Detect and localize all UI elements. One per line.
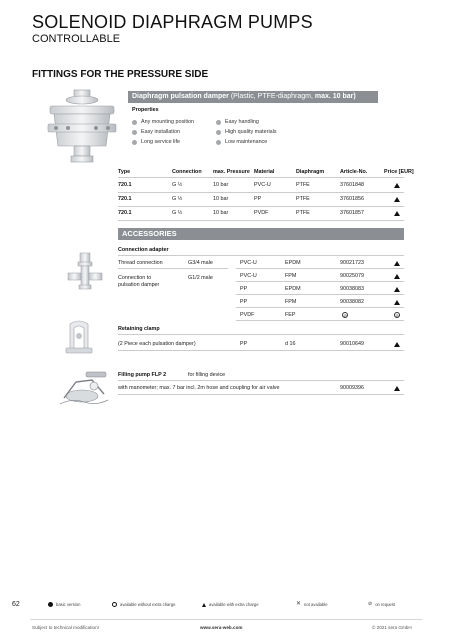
divider <box>236 294 404 295</box>
divider <box>236 307 404 308</box>
extra-charge-icon <box>394 274 400 279</box>
adapter-seal: FPM <box>285 299 297 305</box>
row-connection: G ½ <box>172 196 183 202</box>
row-connection: G ½ <box>172 210 183 216</box>
footer-note: Subject to technical modification! <box>32 625 99 630</box>
filling-pump-purpose: for filling device <box>188 372 226 378</box>
extra-charge-icon <box>394 211 400 216</box>
extra-charge-icon <box>394 261 400 266</box>
row-pressure: 10 bar <box>213 196 229 202</box>
bullet-dot-icon <box>216 120 221 125</box>
adapter-article: 90021723 <box>340 260 364 266</box>
col-header-type: Type <box>118 169 131 175</box>
row-diaphragm: PTFE <box>296 210 310 216</box>
thread-connection-value: G3/4 male <box>188 260 213 266</box>
row-diaphragm: PTFE <box>296 182 310 188</box>
clamp-material: PP <box>240 341 248 347</box>
divider <box>118 350 404 351</box>
pulsation-damper-label: pulsation damper <box>118 282 160 288</box>
not-available-cross-icon: ✕ <box>296 601 302 607</box>
adapter-article: 90038083 <box>340 286 364 292</box>
connection-adapter-image <box>66 251 106 291</box>
divider <box>236 281 404 282</box>
row-type: 720.1 <box>118 196 132 202</box>
legend-item: ✕ not available <box>296 601 328 607</box>
adapter-material: PVC-U <box>240 260 257 266</box>
divider <box>118 380 404 381</box>
footer-copyright: © 2021 sera GmbH <box>372 625 412 630</box>
adapter-material: PVDF <box>240 312 255 318</box>
extra-charge-icon <box>202 603 206 607</box>
divider <box>118 394 404 395</box>
row-type: 720.1 <box>118 210 132 216</box>
property-item: Easy installation <box>132 129 180 135</box>
row-diaphragm: PTFE <box>296 196 310 202</box>
col-header-article: Article-No. <box>340 169 368 175</box>
divider <box>118 334 404 335</box>
clamp-article: 90010649 <box>340 341 364 347</box>
divider <box>118 220 404 221</box>
col-header-diaphragm: Diaphragm <box>296 169 325 175</box>
property-item: Long service life <box>132 139 180 145</box>
properties-label: Properties <box>132 107 159 113</box>
product-name: Diaphragm pulsation damper <box>132 93 229 100</box>
bullet-dot-icon <box>132 140 137 145</box>
extra-charge-icon <box>394 287 400 292</box>
not-available-icon: ⊘ <box>395 313 399 318</box>
row-material: PVDF <box>254 210 269 216</box>
divider <box>118 268 228 269</box>
row-article: 37601856 <box>340 196 364 202</box>
on-request-icon: ⊘ <box>368 601 373 607</box>
adapter-seal: FPM <box>285 273 297 279</box>
legend-item: available with extra charge <box>202 602 259 607</box>
footer-url[interactable]: www.sera-web.com <box>200 625 243 630</box>
property-item: High quality materials <box>216 129 277 135</box>
pulsation-damper-image <box>44 88 120 172</box>
row-connection: G ½ <box>172 182 183 188</box>
legend-item: ⊘ on request <box>368 601 395 607</box>
extra-charge-icon <box>394 386 400 391</box>
footer-divider <box>30 619 422 620</box>
property-item: Easy handling <box>216 119 259 125</box>
divider <box>118 255 404 256</box>
divider <box>118 192 404 193</box>
row-material: PVC-U <box>254 182 271 188</box>
extra-charge-icon <box>394 197 400 202</box>
row-material: PP <box>254 196 262 202</box>
col-header-connection: Connection <box>172 169 202 175</box>
page-number: 62 <box>12 601 20 608</box>
adapter-material: PP <box>240 299 248 305</box>
row-type: 720.1 <box>118 182 132 188</box>
retaining-clamp-label: Retaining clamp <box>118 326 160 332</box>
col-header-material: Material <box>254 169 275 175</box>
adapter-article: 90025079 <box>340 273 364 279</box>
section-title: FITTINGS FOR THE PRESSURE SIDE <box>32 69 209 80</box>
product-pressure: max. 10 bar) <box>314 93 356 100</box>
filling-pump-article: 90009396 <box>340 385 364 391</box>
row-article: 37601857 <box>340 210 364 216</box>
basic-version-icon <box>48 602 53 607</box>
divider <box>236 268 404 269</box>
bullet-dot-icon <box>216 140 221 145</box>
page-subtitle: CONTROLLABLE <box>32 33 121 45</box>
row-pressure: 10 bar <box>213 182 229 188</box>
bullet-dot-icon <box>132 130 137 135</box>
filling-pump-image <box>56 368 112 408</box>
extra-charge-icon <box>394 342 400 347</box>
divider <box>236 320 404 321</box>
filling-pump-description: with manometer; max. 7 bar incl. 2m hose and coupling for air valve <box>118 385 280 391</box>
connection-to-value: G1/2 male <box>188 275 213 281</box>
adapter-material: PVC-U <box>240 273 257 279</box>
divider <box>118 177 404 178</box>
adapter-material: PP <box>240 286 248 292</box>
adapter-seal: EPDM <box>285 286 301 292</box>
col-header-price: Price [EUR] <box>384 169 414 175</box>
row-article: 37601848 <box>340 182 364 188</box>
legend-item: available without extra charge <box>112 602 175 607</box>
adapter-seal: EPDM <box>285 260 301 266</box>
filling-pump-label: Filling pump FLP 2 <box>118 372 167 378</box>
row-pressure: 10 bar <box>213 210 229 216</box>
bullet-dot-icon <box>132 120 137 125</box>
adapter-seal: FEP <box>285 312 296 318</box>
col-header-pressure: max. Pressure <box>213 169 250 175</box>
clamp-description: (2 Piece each pulsation damper) <box>118 341 196 347</box>
retaining-clamp-image <box>62 320 96 356</box>
product-detail: (Plastic, PTFE-diaphragm, <box>230 93 313 100</box>
page-title: SOLENOID DIAPHRAGM PUMPS <box>32 12 313 32</box>
accessories-bar: ACCESSORIES <box>118 228 404 240</box>
thread-connection-label: Thread connection <box>118 260 163 266</box>
divider <box>118 206 404 207</box>
clamp-size: d 16 <box>285 341 296 347</box>
property-item: Any mounting position <box>132 119 194 125</box>
not-available-icon: ⊘ <box>343 313 347 318</box>
property-item: Low maintenance <box>216 139 267 145</box>
product-title-bar <box>128 91 378 103</box>
adapter-article: 90038082 <box>340 299 364 305</box>
connection-to-label: Connection to <box>118 275 152 281</box>
extra-charge-icon <box>394 183 400 188</box>
bullet-dot-icon <box>216 130 221 135</box>
extra-charge-icon <box>394 300 400 305</box>
connection-adapter-label: Connection adapter <box>118 247 169 253</box>
no-extra-charge-icon <box>112 602 117 607</box>
legend-item: basic version <box>48 602 80 607</box>
